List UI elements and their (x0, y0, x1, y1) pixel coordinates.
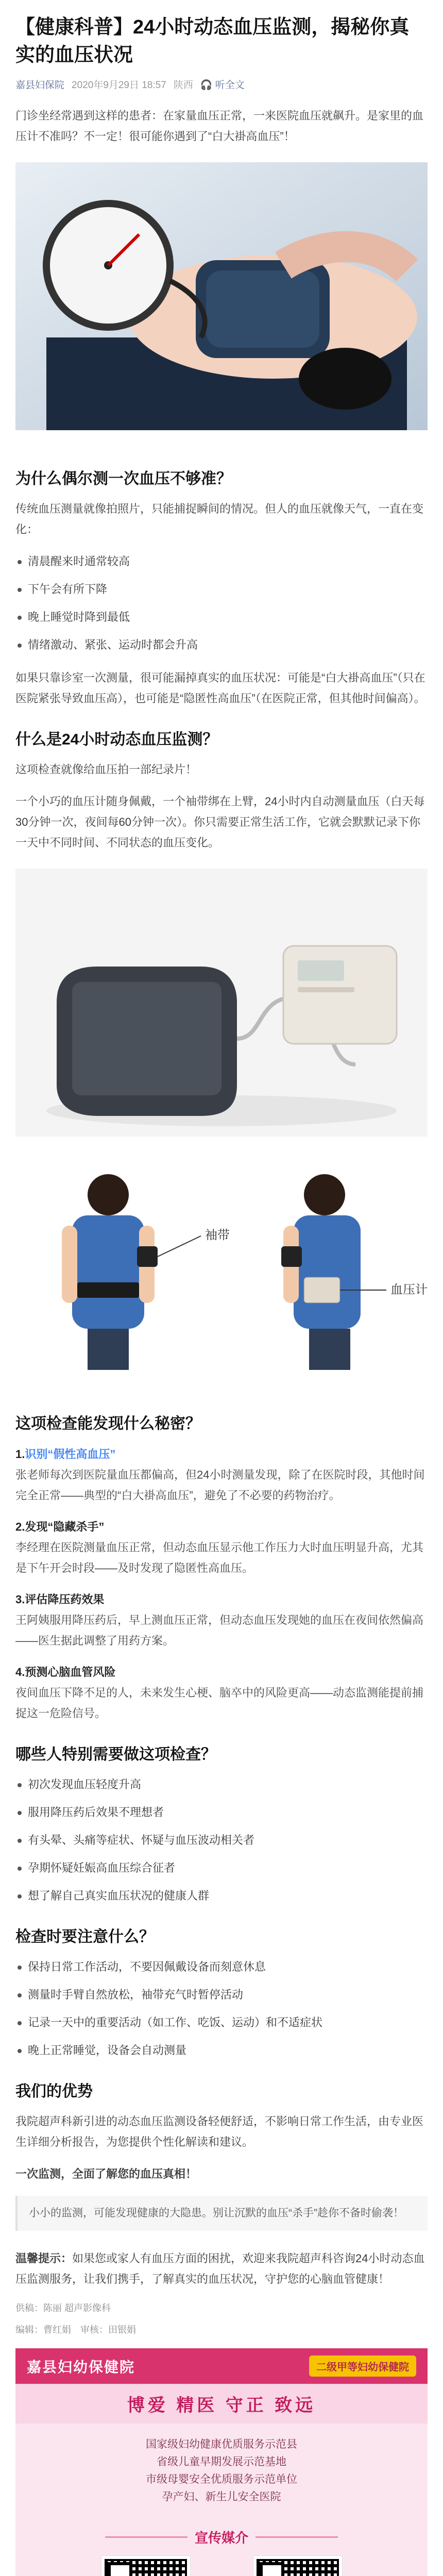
list-item: 清晨醒来时通常较高 (15, 551, 428, 572)
hospital-name: 嘉县妇幼保健院 (27, 2359, 135, 2375)
why-heading: 为什么偶尔测一次血压不够准？ (15, 470, 232, 487)
hospital-honors: 国家级妇幼健康优质服务示范县 省级儿童早期发展示范基地 市级母婴安全优质服务示范单位 孕产妇、新生儿安全医院 (146, 2438, 297, 2503)
advantages-text: 我院超声科新引进的动态血压监测设备轻便舒适，不影响日常工作生活，由专业医生详细分析报告，为您提供个性化解读和建议。 (15, 2115, 424, 2148)
who-heading: 哪些人特别需要做这项检查？ (15, 1746, 216, 1763)
media-title: 宣传媒介 (194, 2530, 248, 2546)
during-heading: 检查时要注意什么？ (15, 1928, 155, 1945)
list-item: 保持日常工作活动，不要因佩戴设备而刻意休息 (15, 1957, 428, 1977)
article-title: 【健康科普】24小时动态血压监测，揭秘你真实的血压状况 (15, 16, 410, 66)
qr-grid (15, 2556, 428, 2576)
list-item: 情绪激动、紧张、运动时都会升高 (15, 635, 428, 655)
finding-item (15, 1446, 428, 1506)
finding-title: 评估降压药效果 (25, 1593, 105, 1606)
bp-measurement-photo (15, 162, 428, 430)
list-item: 下午会有所下降 (15, 579, 428, 600)
location: 陕西 (173, 80, 193, 91)
source-line: 供稿：陈丽 超声影像科 (15, 2303, 111, 2313)
finding-text: 李经理在医院测量血压正常，但动态血压显示他工作压力大时血压明显升高，尤其是下午开会时段——及时发现了隐匿性高血压。 (15, 1541, 424, 1574)
finding-text: 夜间血压下降不足的人，未来发生心梗、脑卒中的风险更高——动态监测能提前捕捉这一危险信号。 (15, 1686, 424, 1720)
finding-text: 张老师每次到医院量血压都偏高，但24小时测量发现，除了在医院时段，其他时间完全正常——典型的“白大褂高血压”，避免了不必要的药物治疗。 (15, 1468, 425, 1502)
author-link[interactable]: 嘉县妇保院 (15, 80, 65, 91)
findings-heading: 这项检查能发现什么秘密？ (15, 1415, 201, 1432)
finding-item (15, 1664, 428, 1724)
finding-num: 3. (15, 1593, 25, 1606)
closing-text: 一次监测，全面了解您的血压真相！ (15, 2167, 197, 2180)
finding-item (15, 1518, 428, 1579)
who-list (15, 1774, 428, 1906)
finding-title: 发现“隐藏杀手” (25, 1520, 105, 1533)
finding-num: 1. (15, 1448, 25, 1461)
hospital-banner (15, 2348, 428, 2576)
list-item: 初次发现血压轻度升高 (15, 1774, 428, 1795)
finding-title: 预测心脑血管风险 (25, 1666, 116, 1679)
list-item: 测量时手臂自然放松，袖带充气时暂停活动 (15, 1985, 428, 2005)
listen-button[interactable]: 🎧 听全文 (200, 80, 245, 91)
media-heading (15, 2528, 428, 2547)
what-text-2: 一个小巧的血压计随身佩戴，一个袖带绑在上臂，24小时内自动测量血压（白天每30分钟一次，夜间每60分钟一次）。你只需要正常生活工作，它就会默默记录下你一天中不同时间、不同状态的血压变化。 (15, 795, 425, 849)
during-list (15, 1957, 428, 2061)
listen-label: 听全文 (215, 80, 245, 91)
qr-code-icon (101, 2556, 190, 2576)
divider (255, 2536, 338, 2538)
what-heading (15, 726, 428, 749)
hospital-motto: 博爱 精医 守正 致远 (15, 2384, 428, 2424)
quote-block: 小小的监测，可能发现健康的大隐患。别让沉默的血压“杀手”趁你不备时偷袭！ (15, 2196, 428, 2231)
list-item: 想了解自己真实血压状况的健康人群 (15, 1886, 428, 1906)
monitor-label: 血压计 (390, 1283, 428, 1297)
qr-subscription[interactable] (229, 2556, 366, 2576)
why-text: 传统血压测量就像拍照片，只能捕捉瞬间的情况。但人的血压就像天气，一直在变化： (15, 502, 424, 536)
reminder (15, 2248, 428, 2290)
publish-date: 2020年9月29日 18:57 (72, 80, 166, 91)
qr-code-icon (253, 2556, 342, 2576)
banner-header (15, 2348, 428, 2384)
finding-num: 4. (15, 1666, 25, 1679)
advantages-heading: 我们的优势 (15, 2083, 93, 2100)
why-after: 如果只靠诊室一次测量，很可能漏掉真实的血压状况：可能是“白大褂高血压”（只在医院紧张导致血压高），也可能是“隐匿性高血压”（在医院正常，但其他时间偏高）。 (15, 671, 425, 705)
why-list (15, 551, 428, 655)
what-heading-text: 什么是24小时动态血压监测？ (15, 731, 218, 748)
list-item: 晚上睡觉时降到最低 (15, 607, 428, 628)
cuff-label: 袖带 (205, 1228, 230, 1242)
findings-list (15, 1446, 428, 1724)
wearing-illustration (15, 1159, 428, 1375)
list-item: 服用降压药后效果不理想者 (15, 1802, 428, 1823)
finding-num: 2. (15, 1520, 25, 1533)
what-text-1: 这项检查就像给血压拍一部纪录片！ (15, 763, 197, 776)
reminder-text: 如果您或家人有血压方面的困扰，欢迎来我院超声科咨询24小时动态血压监测服务，让我们携手，了解真实的血压状况，守护您的心脑血管健康！ (15, 2252, 425, 2285)
article-meta (15, 77, 428, 91)
ambulatory-monitor-photo (15, 869, 428, 1137)
list-item: 晚上正常睡觉，设备会自动测量 (15, 2040, 428, 2061)
list-item: 有头晕、头痛等症状、怀疑与血压波动相关者 (15, 1830, 428, 1851)
finding-item (15, 1591, 428, 1651)
hospital-level-badge: 二级甲等妇幼保健院 (309, 2355, 416, 2377)
article (0, 13, 443, 2336)
finding-text: 王阿姨服用降压药后，早上测血压正常，但动态血压发现她的血压在夜间依然偏高——医生据此调整了用药方案。 (15, 1614, 424, 1647)
qr-service[interactable] (77, 2556, 214, 2576)
editor-line: 编辑：曹红娟 审核：田银娟 (15, 2325, 136, 2335)
reminder-label: 温馨提示： (15, 2252, 73, 2265)
intro-paragraph: 门诊坐经常遇到这样的患者：在家量血压正常，一来医院血压就飙升。是家里的血压计不准吗？不一定！很可能你遇到了“白大褂高血压”！ (15, 109, 424, 143)
finding-title: 识别“假性高血压” (25, 1448, 116, 1461)
list-item: 记录一天中的重要活动（如工作、吃饭、运动）和不适症状 (15, 2012, 428, 2033)
list-item: 孕期怀疑妊娠高血压综合征者 (15, 1858, 428, 1878)
divider (105, 2536, 188, 2538)
